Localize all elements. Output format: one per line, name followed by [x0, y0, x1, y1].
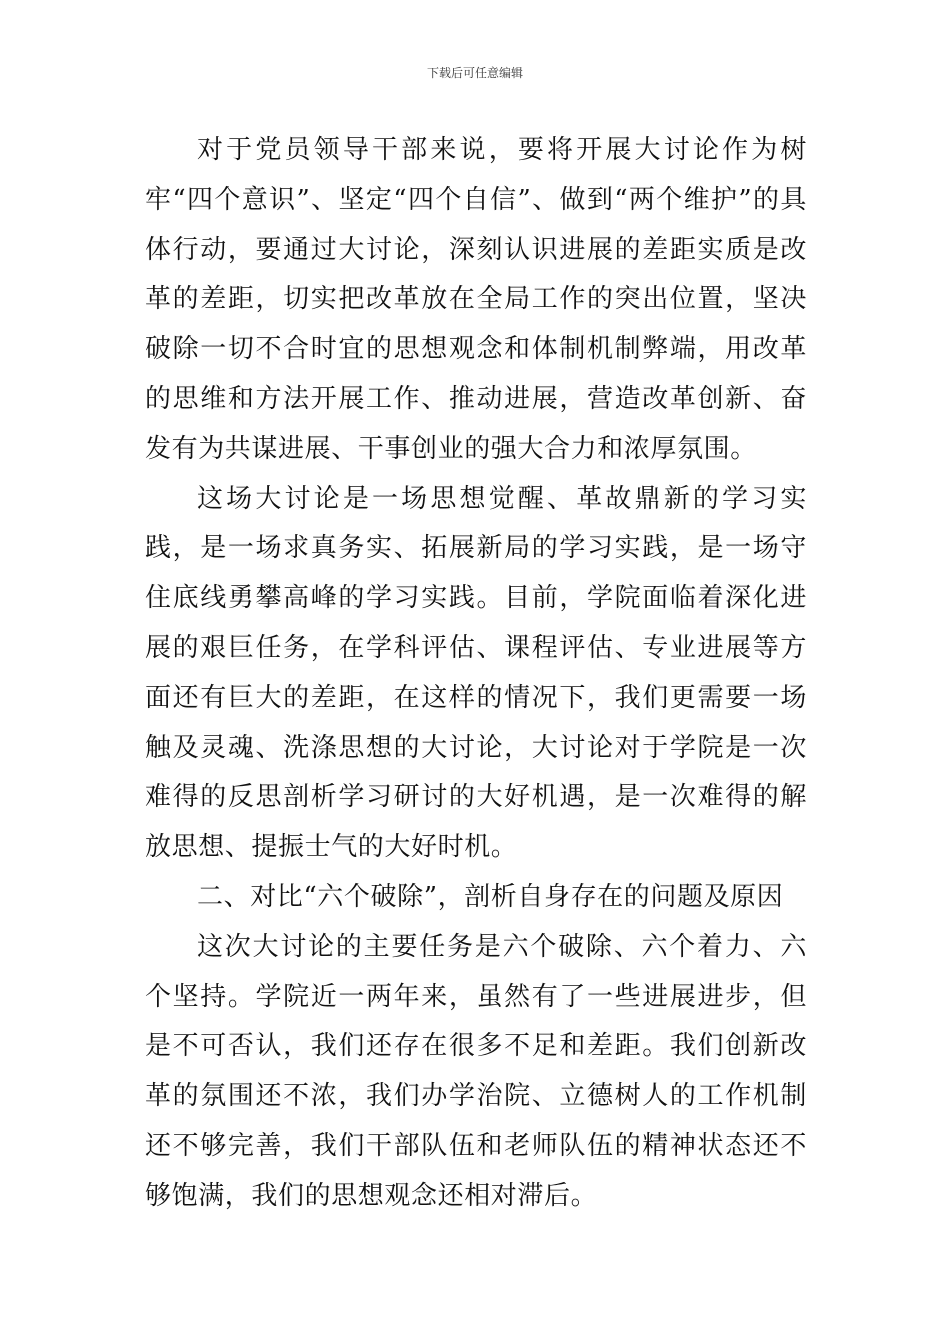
page-header-note: 下载后可任意编辑 [426, 66, 523, 80]
paragraph-leadership-cadres: 对于党员领导干部来说，要将开展大讨论作为树牢“四个意识”、坚定“四个自信”、做到“两个维护”的具体行动，要通过大讨论，深刻认识进展的差距实质是改革的差距，切实把改革放在全局工作的突出位置，坚决破除一切不合时宜的思想观念和体制机制弊端，用改革的思维和方法开展工作、推动进展，营造改革创新、奋发有为共谋进展、干事创业的强大合力和浓厚氛围。 [145, 135, 807, 464]
section-heading-six-eliminations: 二、对比“六个破除”，剖析自身存在的问题及原因 [197, 881, 784, 912]
paragraph-main-tasks: 这次大讨论的主要任务是六个破除、六个着力、六个坚持。学院近一两年来，虽然有了一些进展进步，但是不可否认，我们还存在很多不足和差距。我们创新改革的氛围还不浓，我们办学治院、立德树人的工作机制还不够完善，我们干部队伍和老师队伍的精神状态还不够饱满，我们的思想观念还相对滞后。 [145, 931, 807, 1211]
document-body [145, 126, 807, 1222]
paragraph-great-discussion: 这场大讨论是一场思想觉醒、革故鼎新的学习实践，是一场求真务实、拓展新局的学习实践，是一场守住底线勇攀高峰的学习实践。目前，学院面临着深化进展的艰巨任务，在学科评估、课程评估、专业进展等方面还有巨大的差距，在这样的情况下，我们更需要一场触及灵魂、洗涤思想的大讨论，大讨论对于学院是一次难得的反思剖析学习研讨的大好机遇，是一次难得的解放思想、提振士气的大好时机。 [145, 483, 807, 863]
